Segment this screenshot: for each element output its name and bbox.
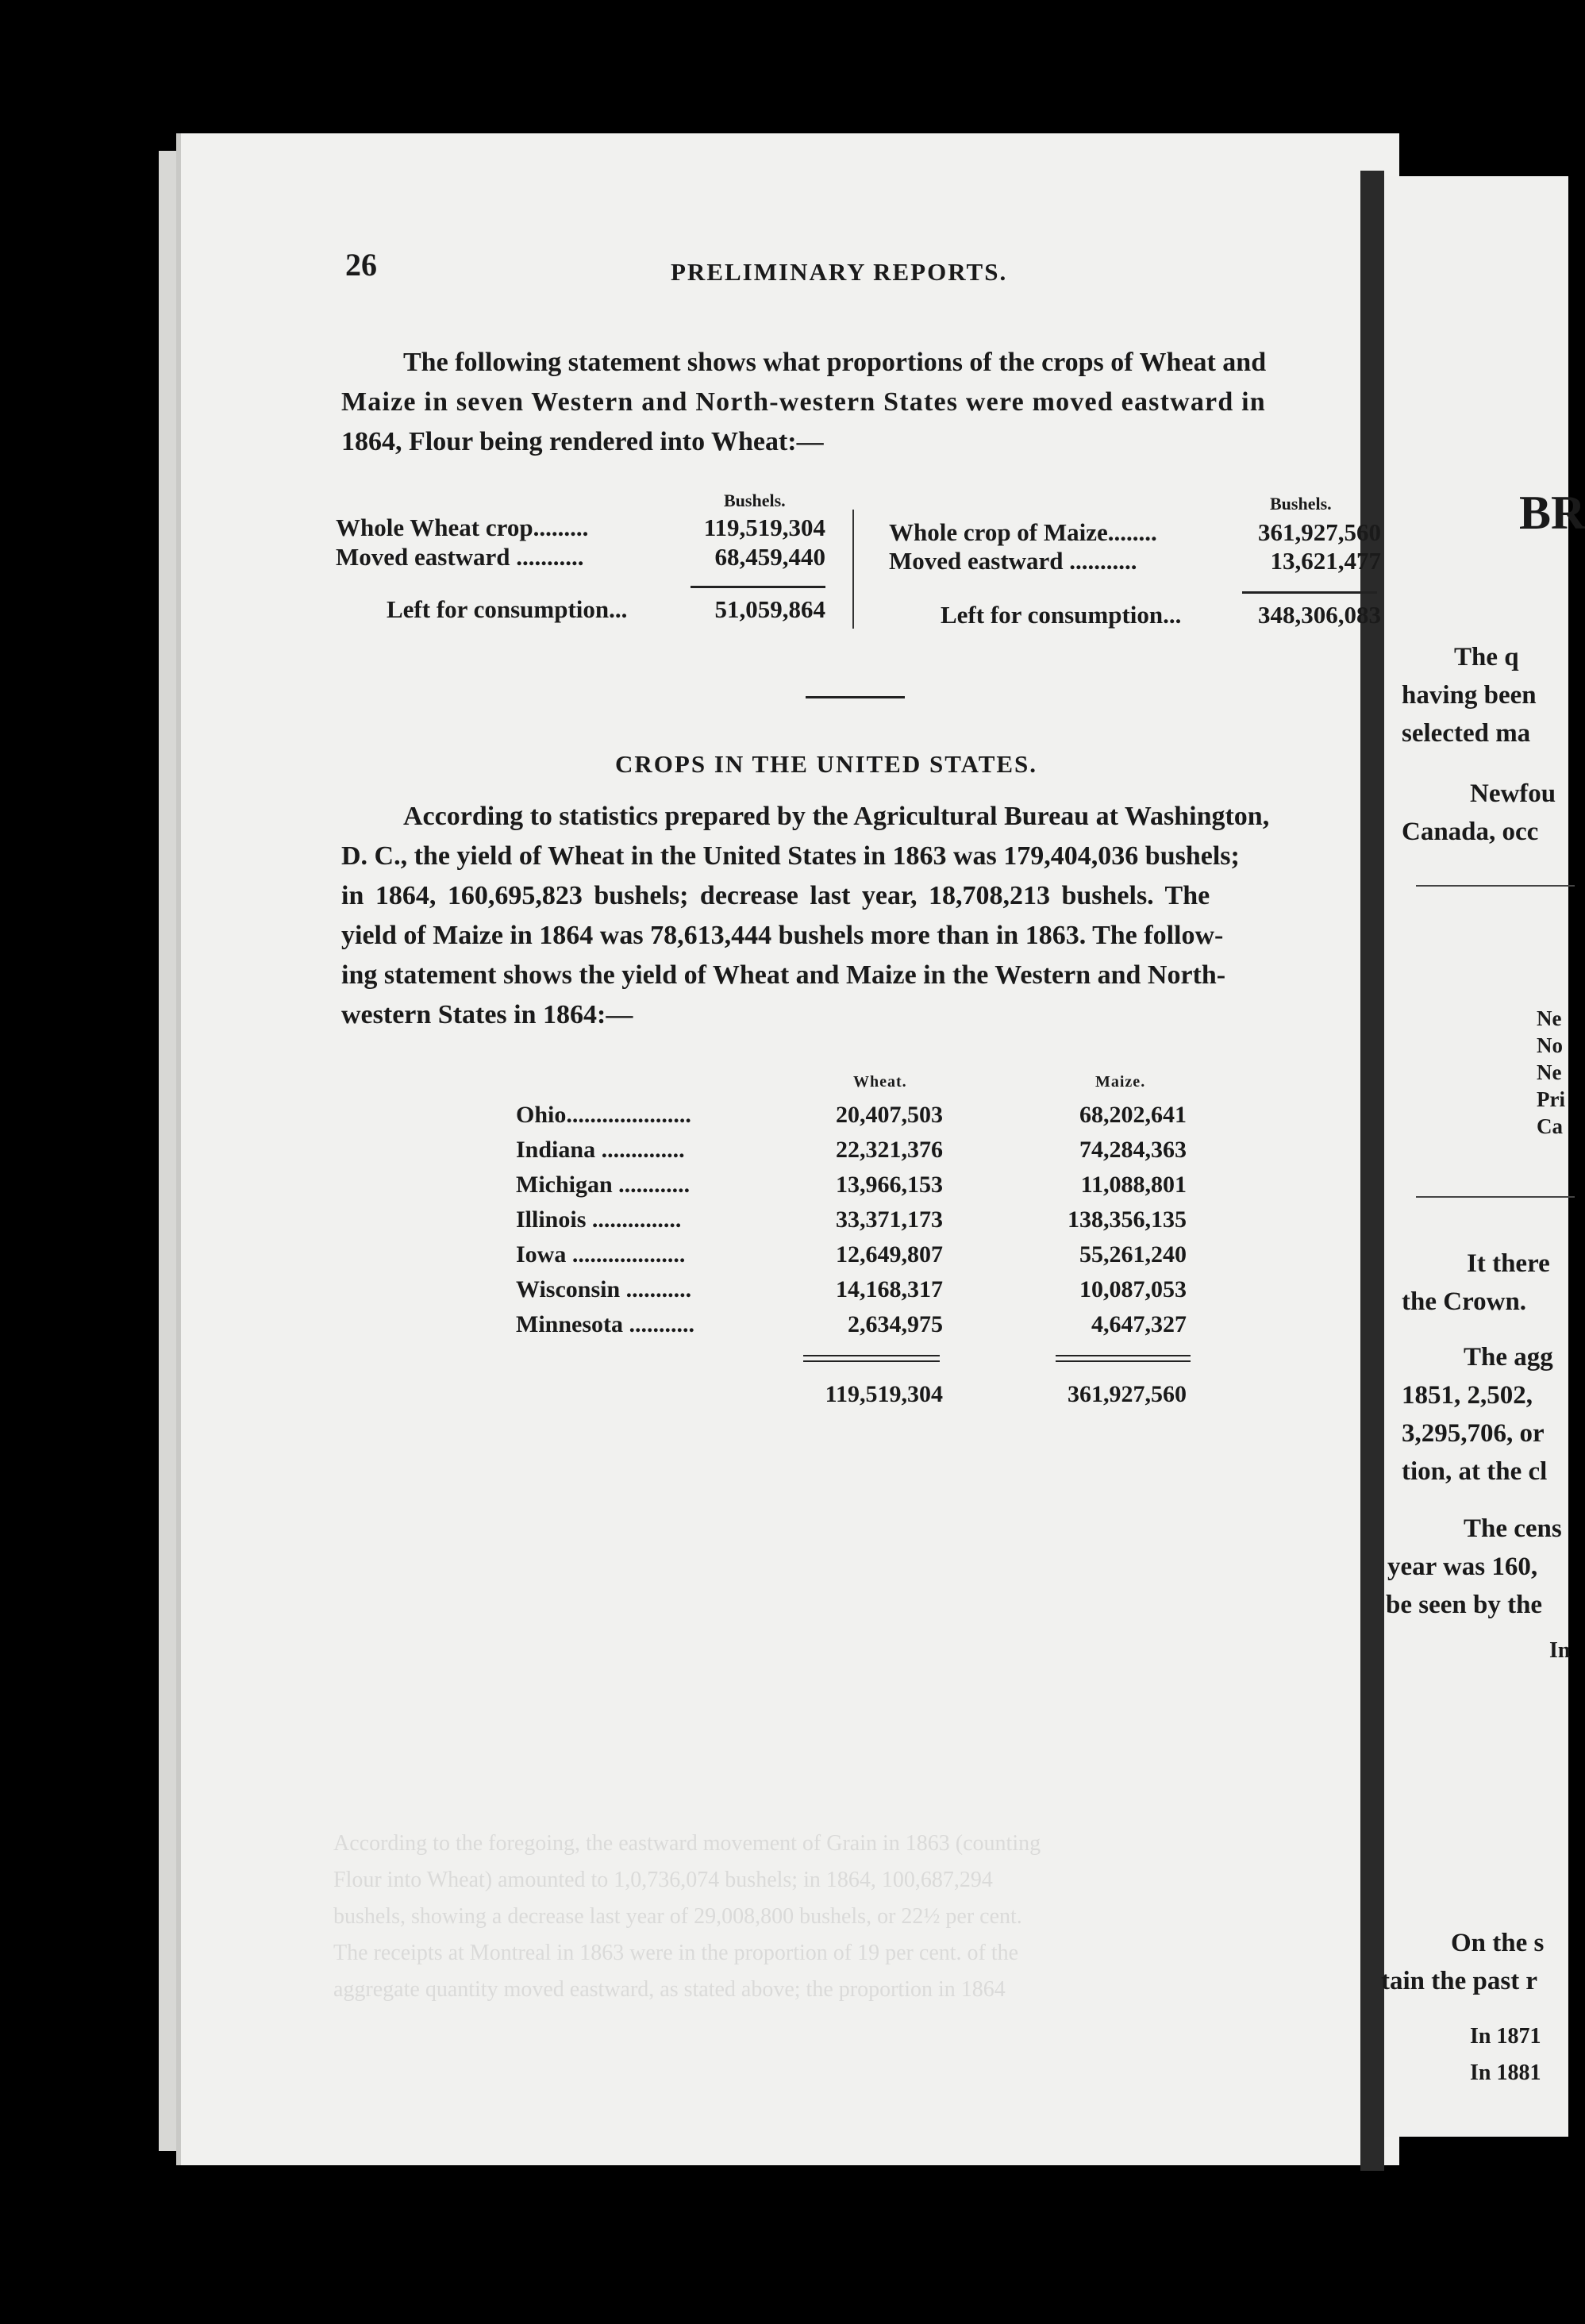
table-cell-wheat: 33,371,173 <box>836 1206 943 1233</box>
maize-unit-header: Bushels. <box>1270 494 1332 514</box>
sum-rule <box>691 586 825 588</box>
adjacent-line: In <box>1549 1638 1571 1663</box>
section-line: D. C., the yield of Wheat in the United States in 1863 was 179,404,036 bushels; <box>341 841 1240 871</box>
table-cell-wheat: 14,168,317 <box>836 1276 943 1302</box>
table-cell-wheat: 2,634,975 <box>848 1311 943 1337</box>
section-title: CROPS IN THE UNITED STATES. <box>615 750 1038 778</box>
maize-total-value: 348,306,083 <box>1258 601 1381 629</box>
wheat-row-value: 68,459,440 <box>714 543 825 571</box>
table-row-state: Michigan ............ <box>516 1172 691 1198</box>
wheat-row-label: Whole Wheat crop......... <box>336 514 589 541</box>
table-row-state: Illinois ............... <box>516 1206 682 1233</box>
adjacent-rule <box>1416 885 1575 887</box>
intro-line: Maize in seven Western and North-western States were moved eastward in <box>341 387 1266 417</box>
wheat-total-label: Left for consumption... <box>387 595 628 623</box>
column-header-wheat: Wheat. <box>853 1073 907 1091</box>
table-cell-wheat: 13,966,153 <box>836 1172 943 1198</box>
section-paragraph <box>341 797 1373 1035</box>
adjacent-line: tion, at the cl <box>1402 1457 1548 1486</box>
intro-paragraph <box>341 343 1373 462</box>
intro-line: 1864, Flour being rendered into Wheat:— <box>341 427 824 456</box>
adjacent-line: having been <box>1402 681 1537 710</box>
bleed-through-text: Flour into Wheat) amounted to 1,0,736,074 bushels; in 1864, 100,687,294 <box>333 1868 993 1892</box>
adjacent-line: Ca <box>1537 1114 1563 1138</box>
adjacent-line: tain the past r <box>1381 1967 1538 1995</box>
page-number: 26 <box>345 247 377 283</box>
wheat-row-label: Moved eastward ........... <box>336 543 584 571</box>
table-cell-maize: 138,356,135 <box>1068 1206 1187 1233</box>
adjacent-rule <box>1416 1196 1575 1198</box>
adjacent-line: the Crown. <box>1402 1287 1527 1316</box>
section-line: According to statistics prepared by the Agricultural Bureau at Washington, <box>403 802 1270 831</box>
table-cell-wheat: 22,321,376 <box>836 1137 943 1163</box>
table-cell-maize: 55,261,240 <box>1079 1241 1187 1268</box>
table-row-state: Iowa ................... <box>516 1241 686 1268</box>
adjacent-line: No <box>1537 1033 1563 1057</box>
bleed-through-text: aggregate quantity moved eastward, as stated above; the proportion in 1864 <box>333 1977 1006 2002</box>
adjacent-line: Ne <box>1537 1006 1562 1030</box>
bleed-through-text: According to the foregoing, the eastward movement of Grain in 1863 (counting <box>333 1831 1041 1856</box>
running-head: PRELIMINARY REPORTS. <box>671 258 1008 286</box>
adjacent-line: year was 160, <box>1387 1553 1538 1581</box>
adjacent-line: In 1871 <box>1470 2024 1541 2049</box>
adjacent-heading: BR <box>1519 487 1585 539</box>
maize-total-label: Left for consumption... <box>941 601 1182 629</box>
adjacent-line: It there <box>1467 1249 1550 1278</box>
table-row-state: Indiana .............. <box>516 1137 685 1163</box>
section-line: yield of Maize in 1864 was 78,613,444 bushels more than in 1863. The follow- <box>341 921 1224 950</box>
table-row-state: Ohio..................... <box>516 1102 691 1128</box>
section-line: western States in 1864:— <box>341 1000 633 1029</box>
maize-row-label: Moved eastward ........... <box>889 547 1137 575</box>
table-cell-wheat: 12,649,807 <box>836 1241 943 1268</box>
adjacent-line: 3,295,706, or <box>1402 1419 1545 1448</box>
wheat-unit-header: Bushels. <box>724 491 786 510</box>
wheat-total-value: 51,059,864 <box>714 595 825 623</box>
adjacent-line: Canada, occ <box>1402 818 1539 846</box>
maize-row-label: Whole crop of Maize........ <box>889 518 1157 546</box>
table-cell-maize: 11,088,801 <box>1080 1172 1187 1198</box>
book-gutter <box>1360 171 1384 2171</box>
total-rule-wheat <box>803 1355 940 1362</box>
bleed-through-text: bushels, showing a decrease last year of 29,008,800 bushels, or 22½ per cent. <box>333 1904 1022 1929</box>
intro-line: The following statement shows what proportions of the crops of Wheat and <box>403 348 1267 377</box>
table-cell-maize: 4,647,327 <box>1091 1311 1187 1337</box>
table-cell-maize: 68,202,641 <box>1079 1102 1187 1128</box>
adjacent-line: The cens <box>1464 1514 1562 1543</box>
maize-row-value: 13,621,477 <box>1270 547 1381 575</box>
adjacent-line: be seen by the <box>1386 1591 1543 1619</box>
bleed-through-text: The receipts at Montreal in 1863 were in the proportion of 19 per cent. of the <box>333 1941 1019 1965</box>
maize-row-value: 361,927,560 <box>1258 518 1381 546</box>
table-row-state: Wisconsin ........... <box>516 1276 692 1302</box>
total-maize: 361,927,560 <box>1068 1381 1187 1407</box>
sum-rule <box>1242 591 1377 594</box>
table-cell-maize: 10,087,053 <box>1079 1276 1187 1302</box>
total-rule-maize <box>1056 1355 1191 1362</box>
adjacent-line: On the s <box>1451 1929 1545 1957</box>
adjacent-line: The q <box>1454 643 1519 671</box>
wheat-row-value: 119,519,304 <box>703 514 825 541</box>
adjacent-page <box>1381 176 1585 2137</box>
table-row-state: Minnesota ........... <box>516 1311 694 1337</box>
adjacent-line: In 1881 <box>1470 2060 1541 2085</box>
table-cell-maize: 74,284,363 <box>1079 1137 1187 1163</box>
column-divider <box>852 510 854 629</box>
adjacent-line: Ne <box>1537 1060 1562 1084</box>
section-line: ing statement shows the yield of Wheat and Maize in the Western and North- <box>341 960 1226 990</box>
adjacent-line: Pri <box>1537 1087 1565 1111</box>
adjacent-line: The agg <box>1464 1343 1553 1372</box>
table-cell-wheat: 20,407,503 <box>836 1102 943 1128</box>
adjacent-line: selected ma <box>1402 719 1531 748</box>
section-separator <box>806 696 905 698</box>
column-header-maize: Maize. <box>1095 1073 1146 1091</box>
total-wheat: 119,519,304 <box>825 1381 943 1407</box>
adjacent-line: Newfou <box>1470 779 1556 808</box>
section-line: in 1864, 160,695,823 bushels; decrease last year, 18,708,213 bushels. The <box>341 881 1210 910</box>
adjacent-line: 1851, 2,502, <box>1402 1381 1533 1410</box>
